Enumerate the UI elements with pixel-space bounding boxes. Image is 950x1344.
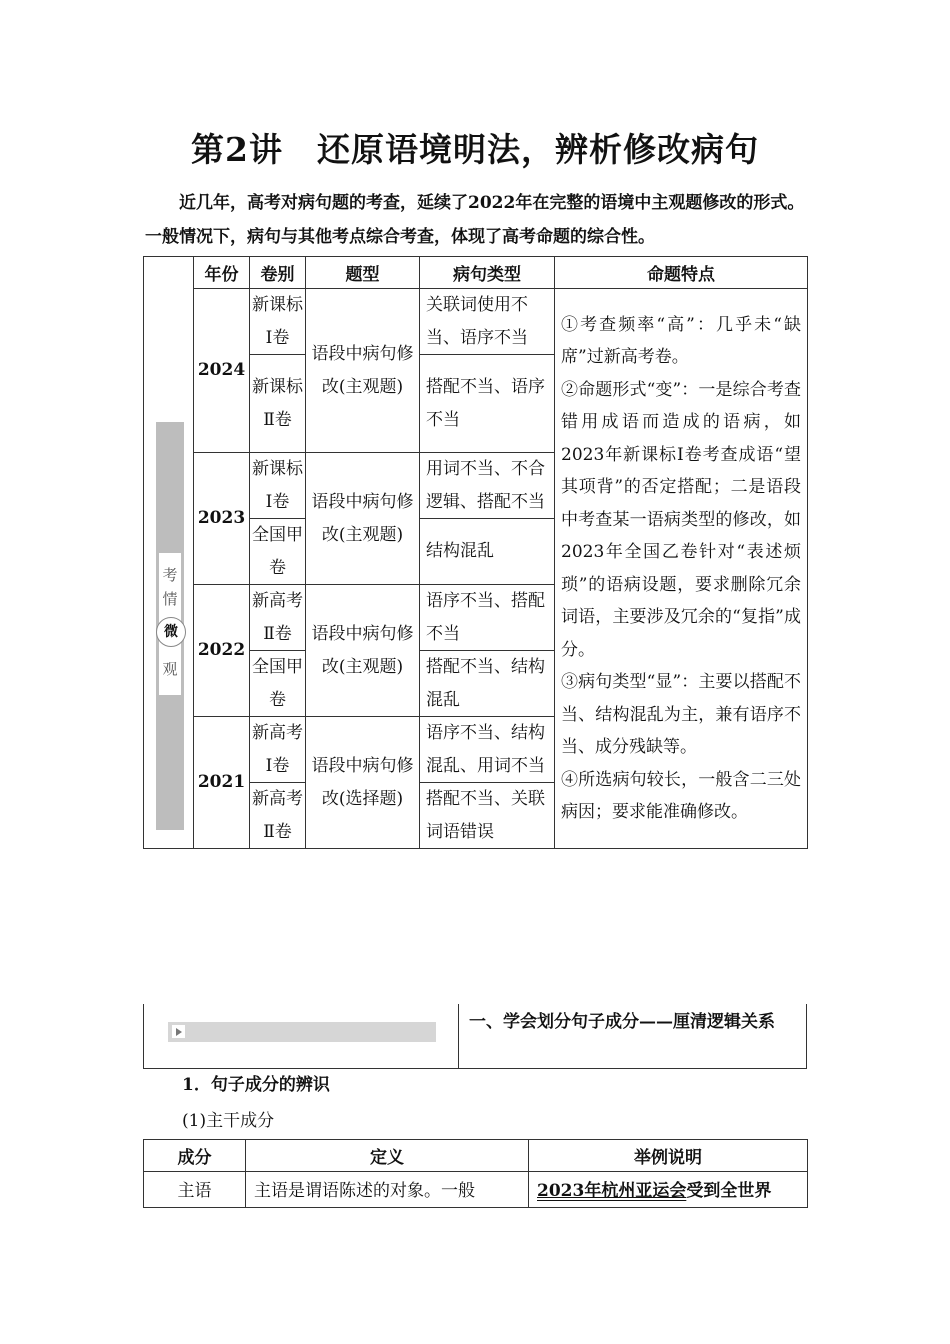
sidebar-char: 观 [162,660,178,678]
juan-cell: 新课标Ⅰ卷 [250,289,306,355]
bing-cell: 结构混乱 [420,519,555,585]
bing-cell: 语序不当、搭配不当 [420,585,555,651]
year-cell: 2023 [194,453,250,585]
header-bing: 病句类型 [420,257,555,289]
juan-cell: 新课标Ⅱ卷 [250,355,306,453]
bing-cell: 语序不当、结构混乱、用词不当 [420,717,555,783]
sidebar-label [159,553,181,695]
sidebar-char: 情 [162,590,178,608]
heading-2: (1)主干成分 [182,1111,275,1131]
heading-1: 1．句子成分的辨识 [182,1075,330,1095]
t2-header: 定义 [246,1140,529,1172]
header-juan: 卷别 [250,257,306,289]
year-cell: 2022 [194,585,250,717]
header-feature: 命题特点 [555,257,808,289]
video-progress-bar[interactable] [168,1022,436,1042]
feature-item: ①考查频率“高”：几乎未“缺席”过新高考卷。 [561,314,801,367]
type-cell: 语段中病句修改(主观题) [306,289,420,453]
page-title: 第2讲 还原语境明法，辨析修改病句 [191,130,759,169]
juan-cell: 新高考Ⅰ卷 [250,717,306,783]
play-icon[interactable] [172,1025,185,1038]
year-cell: 2021 [194,717,250,849]
bing-cell: 用词不当、不合逻辑、搭配不当 [420,453,555,519]
sidebar-char: 考 [162,566,178,584]
t2-header: 举例说明 [529,1140,808,1172]
juan-cell: 新高考Ⅱ卷 [250,783,306,849]
sidebar-bar [156,422,184,830]
feature-item: ②命题形式“变”：一是综合考查错用成语而造成的语病，如2023年新课标Ⅰ卷考查成语“望其项背”的否定搭配；二是语段中考查某一语病类型的修改，如2023年全国乙卷针对“表述烦琐”的语病设题，要求删除冗余词语，主要涉及冗余的“复指”成分。 [561,379,801,660]
section-heading: 一、学会划分句子成分——厘清逻辑关系 [469,1012,775,1032]
bing-cell: 搭配不当、语序不当 [420,355,555,453]
t2-cell: 主语 [144,1172,246,1208]
bing-cell: 搭配不当、结构混乱 [420,651,555,717]
bing-cell: 关联词使用不当、语序不当 [420,289,555,355]
t2-example-cell [529,1172,808,1208]
sidebar-circle-char: 微 [156,617,186,647]
exam-analysis-table [143,256,808,849]
feature-item: ④所选病句较长，一般含二三处病因；要求能准确修改。 [561,769,801,822]
sidebar-cell [144,257,194,849]
example-text: 受到全世界 [686,1181,772,1201]
t2-header: 成分 [144,1140,246,1172]
subject-underlined: 2023年杭州亚运会 [537,1181,687,1201]
component-table [143,1139,808,1208]
feature-item: ③病句类型“显”：主要以搭配不当、结构混乱为主，兼有语序不当、成分残缺等。 [561,672,801,757]
type-cell: 语段中病句修改(主观题) [306,585,420,717]
juan-cell: 全国甲卷 [250,519,306,585]
bing-cell: 搭配不当、关联词语错误 [420,783,555,849]
juan-cell: 新高考Ⅱ卷 [250,585,306,651]
year-cell: 2024 [194,289,250,453]
type-cell: 语段中病句修改(选择题) [306,717,420,849]
t2-cell: 主语是谓语陈述的对象。一般 [246,1172,529,1208]
header-year: 年份 [194,257,250,289]
features-cell [555,289,808,849]
juan-cell: 新课标Ⅰ卷 [250,453,306,519]
header-type: 题型 [306,257,420,289]
intro-paragraph: 近几年，高考对病句题的考查，延续了2022年在完整的语境中主观题修改的形式。一般情况下，病句与其他考点综合考查，体现了高考命题的综合性。 [145,193,805,247]
juan-cell: 全国甲卷 [250,651,306,717]
type-cell: 语段中病句修改(主观题) [306,453,420,585]
